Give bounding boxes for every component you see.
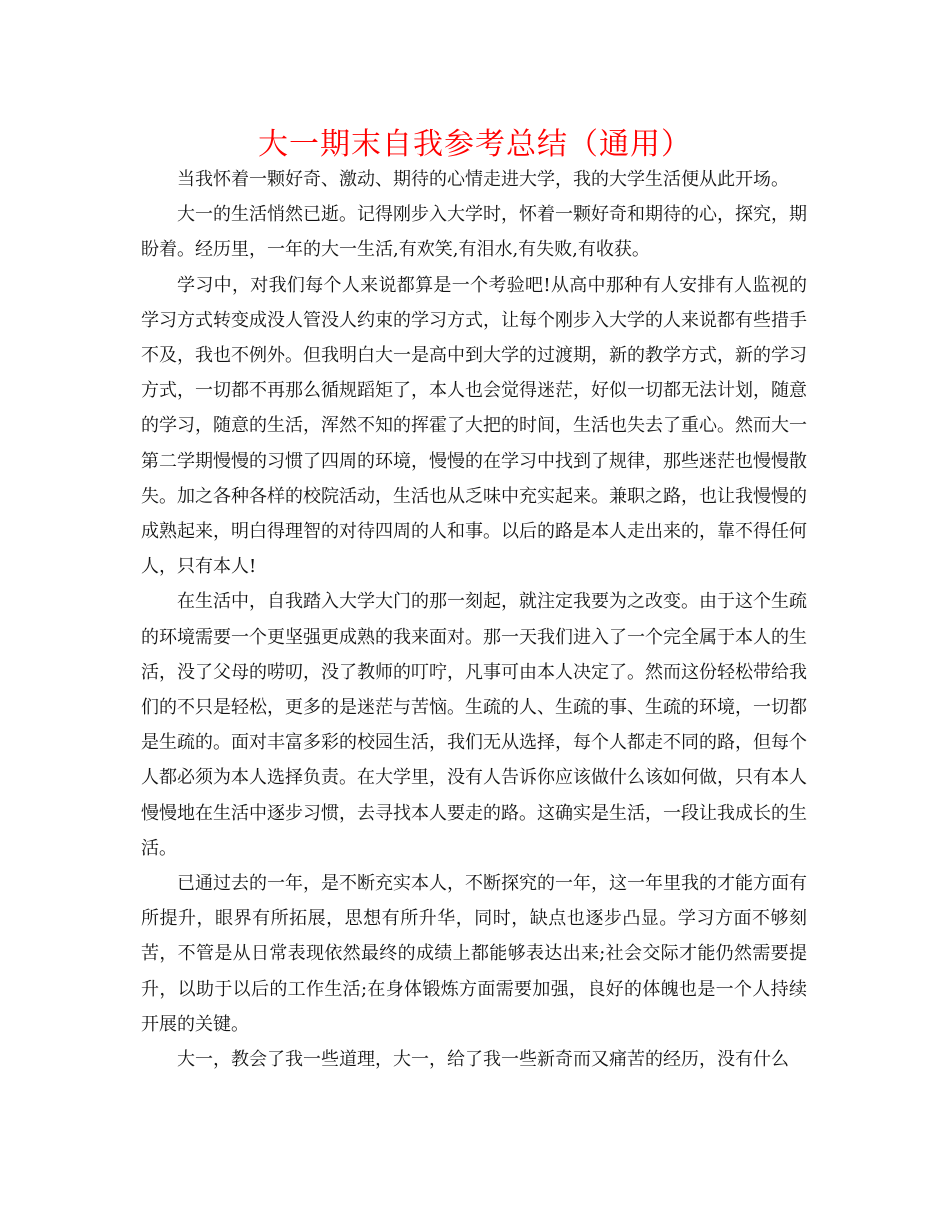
paragraph-life: 在生活中，自我踏入大学大门的那一刻起，就注定我要为之改变。由于这个生疏的环境需要一个更坚强更成熟的我来面对。那一天我们进入了一个完全属于本人的生活，没了父母的唠叨，没了教师的叮咛，凡事可由本人决定了。然而这份轻松带给我们的不只是轻松，更多的是迷茫与苦恼。生疏的人、生疏的事、生疏的环境，一切都是生疏的。面对丰富多彩的校园生活，我们无从选择，每个人都走不同的路，但每个人都必须为本人选择负责。在大学里，没有人告诉你应该做什么该如何做，只有本人慢慢地在生活中逐步习惯，去寻找本人要走的路。这确实是生活，一段让我成长的生活。 bbox=[141, 591, 807, 859]
document-body bbox=[141, 162, 807, 1077]
paragraph-reflection: 已通过去的一年，是不断充实本人，不断探究的一年，这一年里我的才能方面有所提升，眼界有所拓展，思想有所升华，同时，缺点也逐步凸显。学习方面不够刻苦，不管是从日常表现依然最终的成绩上都能够表达出来;社会交际才能仍然需要提升，以助于以后的工作生活;在身体锻炼方面需要加强，良好的体魄也是一个人持续开展的关键。 bbox=[141, 873, 807, 1035]
paragraph-lessons: 大一，教会了我一些道理，大一，给了我一些新奇而又痛苦的经历，没有什么 bbox=[177, 1049, 789, 1071]
paragraph-study: 学习中，对我们每个人来说都算是一个考验吧!从高中那种有人安排有人监视的学习方式转变成没人管没人约束的学习方式，让每个刚步入大学的人来说都有些措手不及，我也不例外。但我明白大一是高中到大学的过渡期，新的教学方式，新的学习方式，一切都不再那么循规蹈矩了，本人也会觉得迷茫，好似一切都无法计划，随意的学习，随意的生活，浑然不知的挥霍了大把的时间，生活也失去了重心。然而大一第二学期慢慢的习惯了四周的环境，慢慢的在学习中找到了规律，那些迷茫也慢慢散失。加之各种各样的校院活动，生活也从乏味中充实起来。兼职之路，也让我慢慢的成熟起来，明白得理智的对待四周的人和事。以后的路是本人走出来的，靠不得任何人，只有本人! bbox=[141, 274, 807, 578]
paragraph-freshman-life: 大一的生活悄然已逝。记得刚步入大学时，怀着一颗好奇和期待的心，探究，期盼着。经历里，一年的大一生活,有欢笑,有泪水,有失败,有收获。 bbox=[141, 204, 807, 261]
document-title: 大一期末自我参考总结（通用） bbox=[258, 127, 692, 162]
paragraph-intro: 当我怀着一颗好奇、激动、期待的心情走进大学，我的大学生活便从此开场。 bbox=[177, 169, 789, 190]
